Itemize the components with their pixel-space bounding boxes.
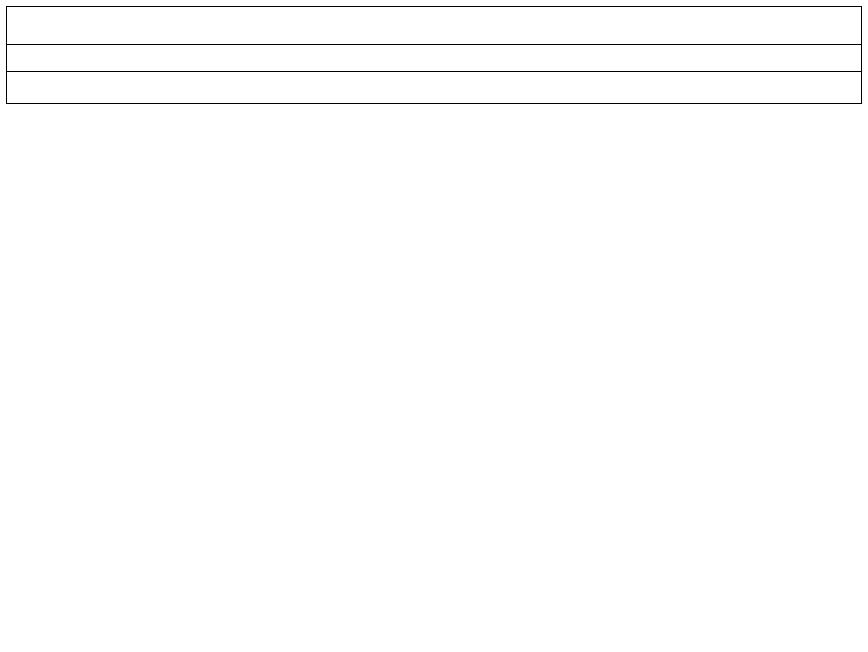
- level-heading-zhuanke: [7, 45, 862, 72]
- level-heading-benke: [7, 72, 862, 104]
- exam-course-table: [6, 6, 862, 104]
- section-title: [7, 7, 862, 45]
